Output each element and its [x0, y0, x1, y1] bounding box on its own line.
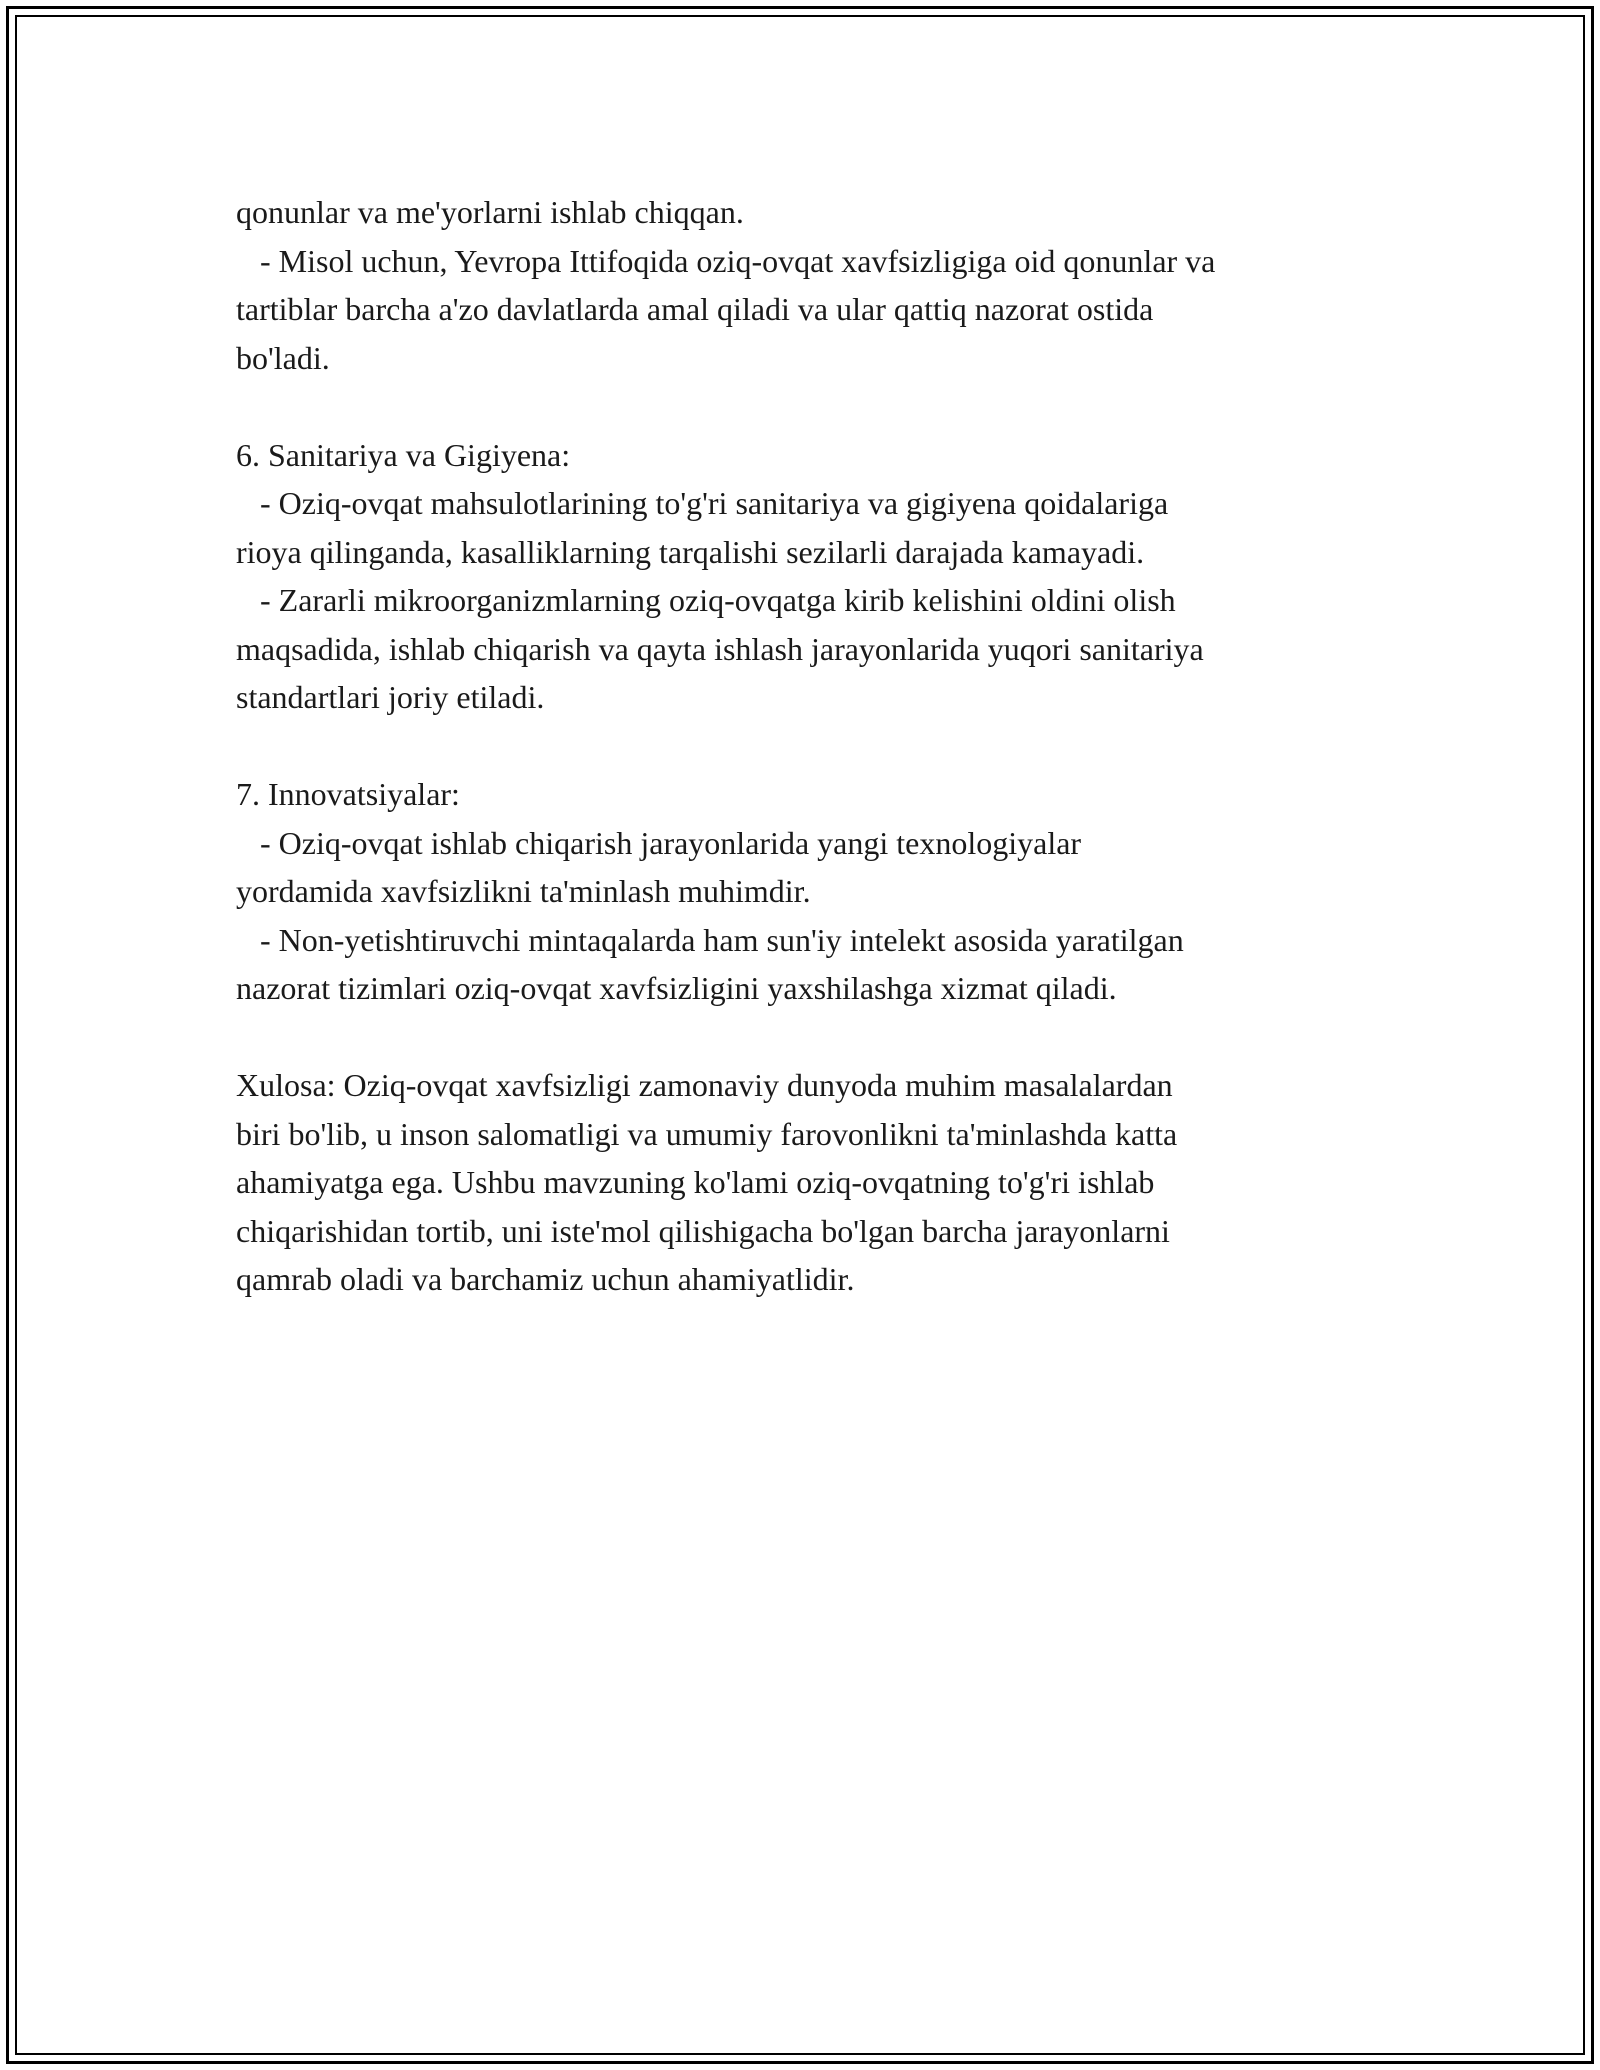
text-line: - Zararli mikroorganizmlarning oziq-ovqatga kirib kelishini oldini olish [236, 582, 1176, 618]
paragraph-spacer [236, 722, 1386, 771]
text-line: - Non-yetishtiruvchi mintaqalarda ham sun'iy intelekt asosida yaratilgan [236, 921, 1184, 958]
text-line: - Misol uchun, Yevropa Ittifoqida oziq-ovqat xavfsizligiga oid qonunlar va [236, 242, 1216, 279]
text-line: - Oziq-ovqat ishlab chiqarish jarayonlarida yangi texnologiyalar [236, 824, 1082, 861]
section-heading: 6. Sanitariya va Gigiyena: [236, 436, 571, 473]
paragraph-sanitation [236, 431, 1386, 722]
text-line: - Oziq-ovqat mahsulotlarining to'g'ri sanitariya va gigiyena qoidalariga [236, 485, 1169, 521]
text-line: chiqarishidan tortib, uni iste'mol qilishigacha bo'lgan barcha jarayonlarni [236, 1212, 1170, 1249]
text-line: qamrab oladi va barchamiz uchun ahamiyatlidir. [236, 1261, 855, 1297]
text-line: ahamiyatga ega. Ushbu mavzuning ko'lami oziq-ovqatning to'g'ri ishlab [236, 1164, 1155, 1200]
section-heading: 7. Innovatsiyalar: [236, 776, 460, 812]
text-line: bo'ladi. [236, 339, 330, 376]
text-line: yordamida xavfsizlikni ta'minlash muhimdir. [236, 873, 811, 909]
paragraph-regulation-end [236, 188, 1386, 382]
paragraph-spacer [236, 382, 1386, 431]
text-line: Xulosa: Oziq-ovqat xavfsizligi zamonaviy dunyoda muhim masalalardan [236, 1067, 1173, 1103]
text-line: standartlari joriy etiladi. [236, 679, 545, 715]
paragraph-spacer [236, 1013, 1386, 1062]
text-line: biri bo'lib, u inson salomatligi va umumiy farovonlikni ta'minlashda katta [236, 1115, 1178, 1152]
paragraph-conclusion [236, 1061, 1386, 1304]
text-line: rioya qilinganda, kasalliklarning tarqalishi sezilarli darajada kamayadi. [236, 533, 1145, 570]
text-line: qonunlar va me'yorlarni ishlab chiqqan. [236, 194, 744, 230]
document-body [236, 188, 1386, 1304]
text-line: nazorat tizimlari oziq-ovqat xavfsizligini yaxshilashga xizmat qiladi. [236, 970, 1117, 1006]
paragraph-innovations [236, 770, 1386, 1013]
text-line: tartiblar barcha a'zo davlatlarda amal qiladi va ular qattiq nazorat ostida [236, 291, 1154, 327]
text-line: maqsadida, ishlab chiqarish va qayta ishlash jarayonlarida yuqori sanitariya [236, 630, 1204, 667]
